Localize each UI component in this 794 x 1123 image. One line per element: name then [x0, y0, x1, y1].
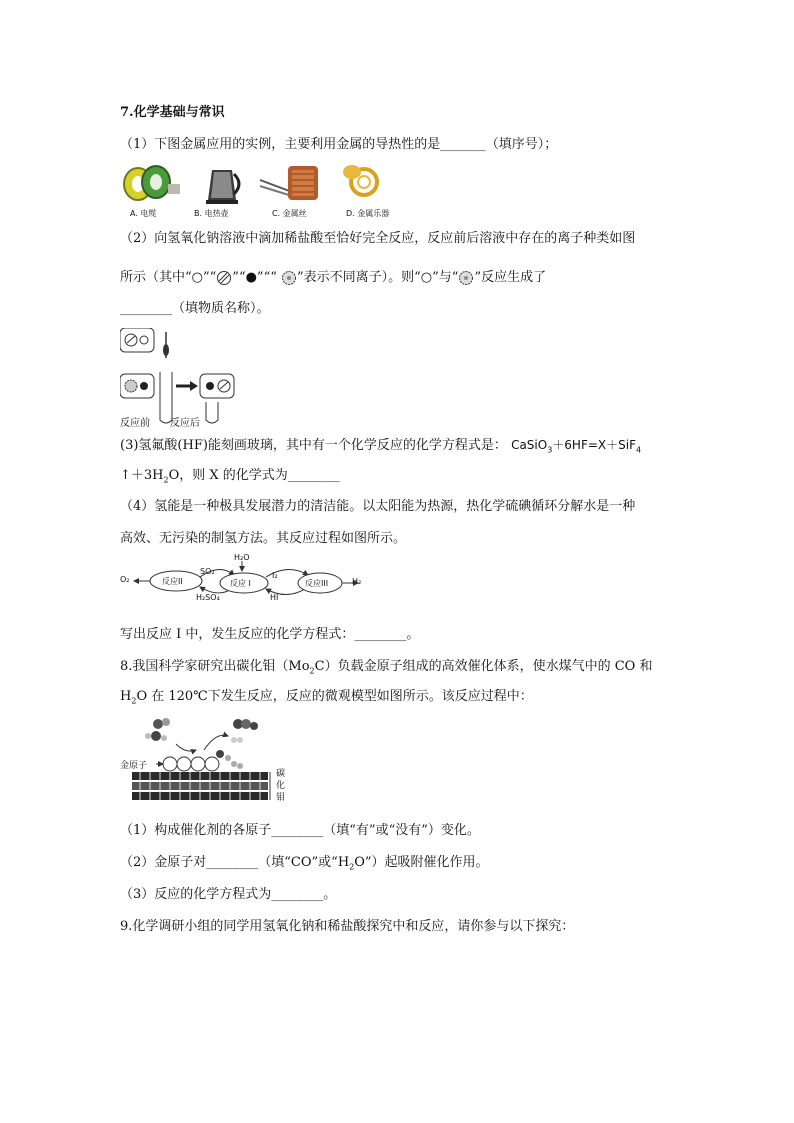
- q8-line2: [120, 688, 533, 711]
- caption-b: B. 电热壶: [194, 209, 229, 218]
- subscript: 2: [163, 475, 169, 485]
- cycle-h2so4: H₂SO₄: [196, 593, 220, 602]
- text-segment: ”反应生成了: [474, 270, 547, 285]
- text-segment: ↑＋3H: [120, 468, 164, 483]
- subscript: 2: [349, 862, 355, 872]
- text-segment: C）负载金原子组成的高效催化体系，使水煤气中的 CO 和: [314, 659, 653, 674]
- caption-d: D. 金属乐器: [346, 209, 390, 218]
- dotted-ion-icon: [458, 270, 474, 286]
- cycle-o2: O₂: [120, 575, 130, 584]
- electric-kettle-image: [206, 170, 239, 204]
- hatched-ion-icon: [216, 270, 232, 286]
- subscript: 2: [309, 666, 315, 676]
- q7-part2-line3: ________（填物质名称）。: [120, 301, 270, 316]
- metal-wire-image: [260, 166, 318, 200]
- dotted-ion-icon: [281, 270, 297, 286]
- text-segment: H: [120, 689, 132, 704]
- q7-title: 7.化学基础与常识: [120, 105, 225, 120]
- mo2c-label-3: 钼: [276, 793, 286, 803]
- text-segment: ”表示不同离子）。则“○”与“: [297, 270, 459, 285]
- equation: [511, 438, 642, 455]
- text-segment: O”）起吸附催化作用。: [354, 855, 489, 870]
- ion-reaction-svg: [120, 328, 240, 428]
- caption-c: C. 金属丝: [272, 209, 307, 218]
- text-segment: “: [270, 270, 282, 285]
- q7-part3-line2: [120, 467, 340, 490]
- text-segment: 所示（其中“○”“: [120, 270, 217, 285]
- mo2c-label-1: 碳: [276, 769, 286, 779]
- q8-line1: [120, 658, 652, 681]
- q7-part2-line2: [120, 269, 546, 287]
- q7-part4-line3: 写出反应 I 中，发生反应的化学方程式：________。: [120, 627, 420, 642]
- text-segment: ”“●”“: [232, 270, 271, 285]
- cycle-h2o: H₂O: [234, 553, 250, 562]
- cycle-hi: HI: [270, 593, 279, 602]
- cycle-reaction-3: 反应III: [305, 579, 329, 588]
- caption-a: A. 电缆: [130, 209, 157, 218]
- q7-part2-line1: （2）向氢氧化钠溶液中滴加稀盐酸至恰好完全反应，反应前后溶液中存在的离子种类如图: [120, 231, 636, 246]
- sulfur-iodine-cycle-figure: [120, 553, 370, 613]
- cycle-so2: SO₂: [200, 567, 215, 576]
- q8-part1: （1）构成催化剂的各原子________（填“有”或“没有”）变化。: [120, 823, 480, 838]
- gold-atom-label: 金原子: [120, 761, 148, 771]
- q8-part2: [120, 854, 489, 877]
- q7-part1: （1）下图金属应用的实例，主要利用金属的导热性的是_______（填序号）；: [120, 137, 558, 152]
- q7-part3-line1: [120, 436, 641, 459]
- cycle-reaction-2: 反应II: [162, 577, 183, 586]
- cable-image: [124, 166, 180, 200]
- catalyst-model-figure: [120, 714, 290, 806]
- subscript: 4: [636, 445, 642, 455]
- q7-part4-line2: 高效、无污染的制氢方法。其反应过程如图所示。: [120, 531, 407, 546]
- subscript: 3: [547, 445, 553, 455]
- text-segment: 8.我国科学家研究出碳化钼（Mo: [120, 659, 310, 674]
- text-segment: CaSiO: [511, 438, 548, 452]
- ion-reaction-figure: [120, 328, 240, 428]
- q9-line1: 9.化学调研小组的同学用氢氧化钠和稀盐酸探究中和反应，请你参与以下探究：: [120, 919, 575, 934]
- q7-part4-line1: （4）氢能是一种极具发展潜力的清洁能。以太阳能为热源，热化学硫碘循环分解水是一种: [120, 499, 636, 514]
- metal-applications-figure: [120, 160, 390, 220]
- before-label: 反应前: [120, 418, 150, 429]
- text-segment: O，则 X 的化学式为________: [168, 468, 340, 483]
- text-segment: ＋6HF=X＋SiF: [552, 438, 636, 452]
- cycle-h2: H₂: [352, 577, 362, 586]
- text-segment: O 在 120℃下发生反应，反应的微观模型如图所示。该反应过程中：: [136, 689, 533, 704]
- french-horn-image: [343, 165, 377, 195]
- text-segment: （2）金原子对________（填“CO”或“H: [120, 855, 350, 870]
- metal-applications-svg: [120, 160, 380, 206]
- subscript: 2: [131, 696, 137, 706]
- q8-part3: （3）反应的化学方程式为________。: [120, 887, 337, 902]
- text-segment: (3)氢氟酸(HF)能刻画玻璃，其中有一个化学反应的化学方程式是：: [120, 438, 507, 453]
- mo2c-label-2: 化: [276, 781, 286, 791]
- cycle-reaction-1: 反应 I: [230, 579, 251, 588]
- cycle-i2: I₂: [272, 571, 278, 580]
- after-label: 反应后: [170, 418, 200, 429]
